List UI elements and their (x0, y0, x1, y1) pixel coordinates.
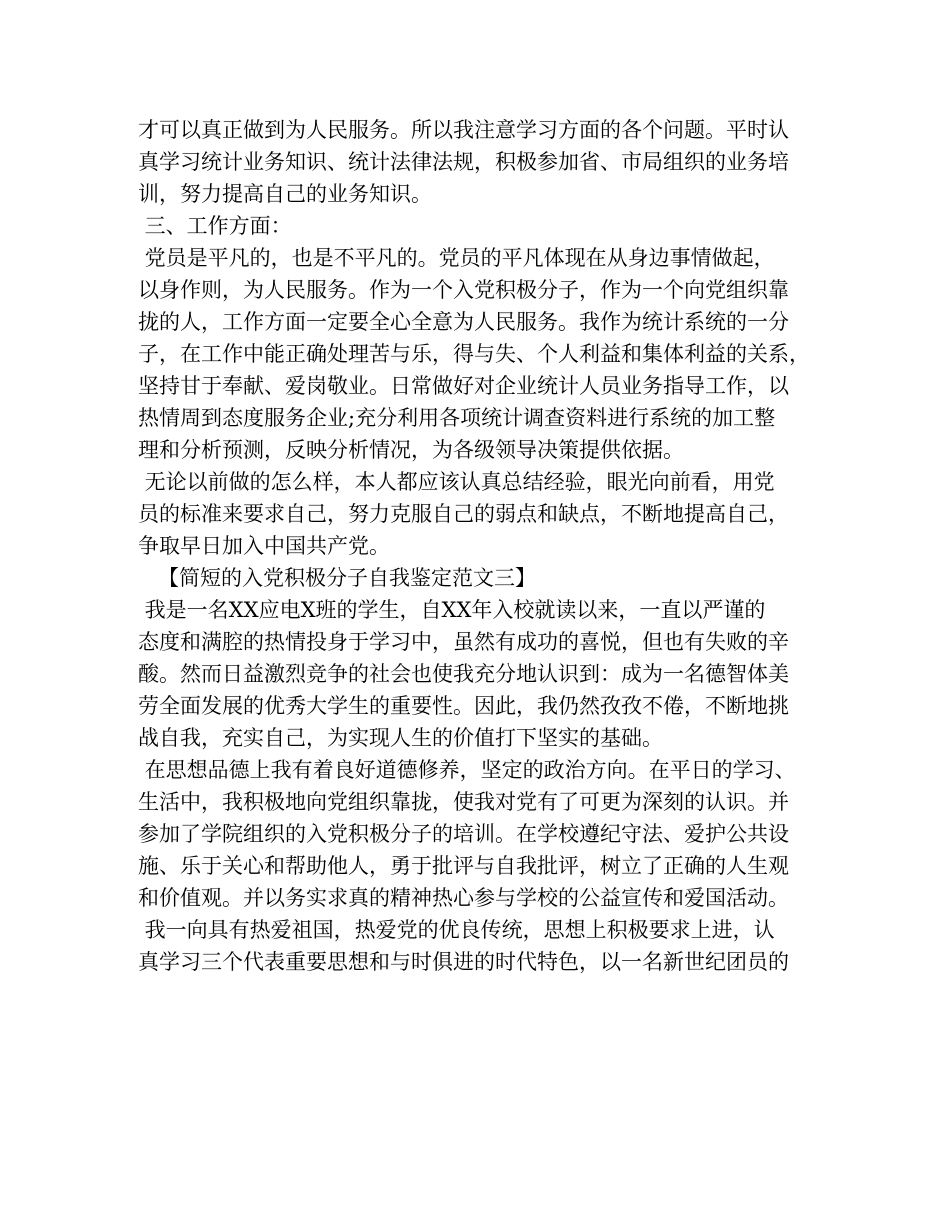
text-line: 真学习统计业务知识、统计法律法规，积极参加省、市局组织的业务培 (138, 150, 789, 174)
text-line: 拢的人，工作方面一定要全心全意为人民服务。我作为统计系统的一分 (138, 310, 789, 334)
text-line: 我是一名XX应电X班的学生，自XX年入校就读以来，一直以严谨的 (138, 598, 766, 622)
text-line: 和价值观。并以务实求真的精神热心参与学校的公益宣传和爱国活动。 (138, 886, 789, 910)
text-line: 真学习三个代表重要思想和与时俱进的时代特色，以一名新世纪团员的 (138, 950, 789, 974)
text-line: 我一向具有热爱祖国，热爱党的优良传统，思想上积极要求上进，认 (138, 918, 775, 942)
text-line: 参加了学院组织的入党积极分子的培训。在学校遵纪守法、爱护公共设 (138, 822, 789, 846)
text-line: 训，努力提高自己的业务知识。 (138, 182, 432, 206)
body-text (138, 114, 828, 978)
text-line: 理和分析预测，反映分析情况，为各级领导决策提供依据。 (138, 438, 684, 462)
text-line: 党员是平凡的，也是不平凡的。党员的平凡体现在从身边事情做起， (138, 246, 775, 270)
text-line: 无论以前做的怎么样，本人都应该认真总结经验，眼光向前看，用党 (138, 470, 775, 494)
text-line: 战自我，充实自己，为实现人生的价值打下坚实的基础。 (138, 726, 663, 750)
text-line: 生活中，我积极地向党组织靠拢，使我对党有了可更为深刻的认识。并 (138, 790, 789, 814)
text-line: 态度和满腔的热情投身于学习中，虽然有成功的喜悦，但也有失败的辛 (138, 630, 789, 654)
text-line: 酸。然而日益激烈竞争的社会也使我充分地认识到：成为一名德智体美 (138, 662, 789, 686)
text-line: 争取早日加入中国共产党。 (138, 534, 390, 558)
text-line: 施、乐于关心和帮助他人，勇于批评与自我批评，树立了正确的人生观 (138, 854, 789, 878)
article-title: 【简短的入党积极分子自我鉴定范文三】 (138, 566, 537, 590)
text-line: 才可以真正做到为人民服务。所以我注意学习方面的各个问题。平时认 (138, 118, 789, 142)
text-line: 坚持甘于奉献、爱岗敬业。日常做好对企业统计人员业务指导工作，以 (138, 374, 789, 398)
text-line: 在思想品德上我有着良好道德修养，坚定的政治方向。在平日的学习、 (138, 758, 796, 782)
text-line: 员的标准来要求自己，努力克服自己的弱点和缺点，不断地提高自己， (138, 502, 789, 526)
text-line: 劳全面发展的优秀大学生的重要性。因此，我仍然孜孜不倦，不断地挑 (138, 694, 789, 718)
text-line: 热情周到态度服务企业;充分利用各项统计调查资料进行系统的加工整 (138, 406, 776, 430)
section-heading: 三、工作方面： (138, 214, 292, 238)
text-line: 以身作则，为人民服务。作为一个入党积极分子，作为一个向党组织靠 (138, 278, 789, 302)
text-line: 子，在工作中能正确处理苦与乐，得与失、个人利益和集体利益的关系， (138, 342, 810, 366)
